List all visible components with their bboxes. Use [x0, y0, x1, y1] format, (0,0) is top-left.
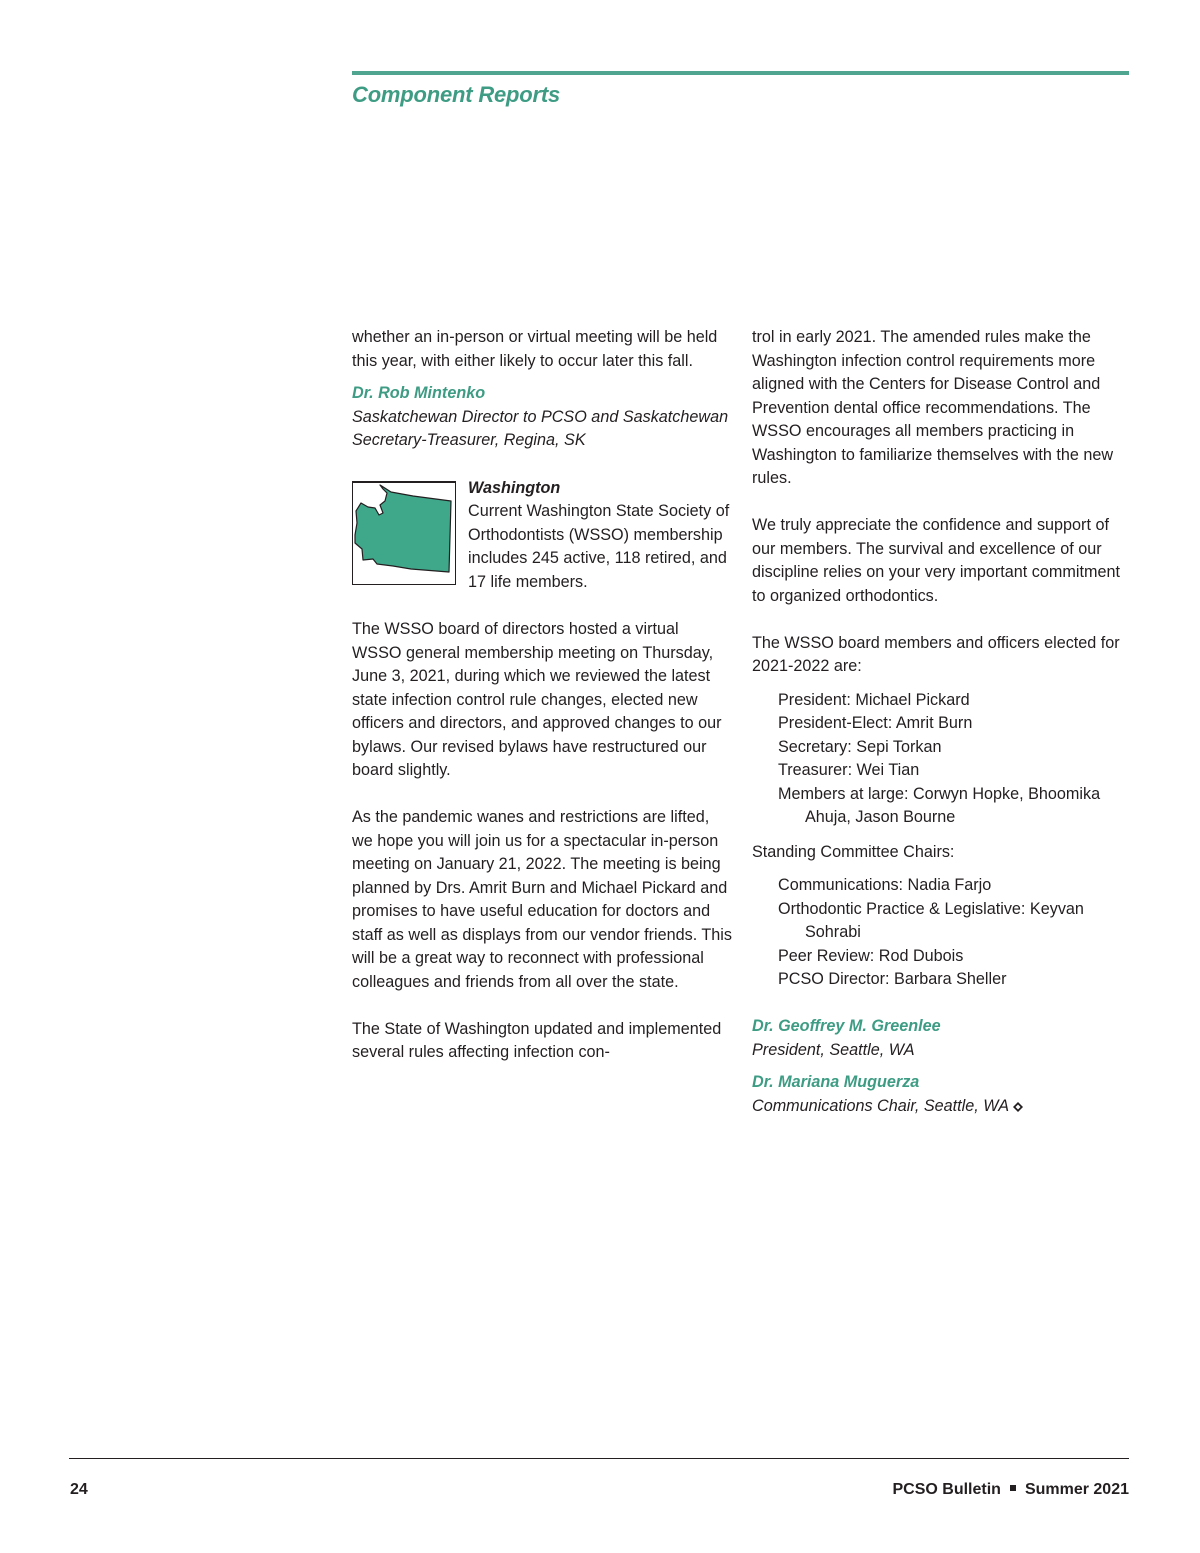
signature-name: Dr. Rob Mintenko	[352, 384, 486, 402]
section-title: Component Reports	[352, 82, 561, 107]
signature-title: Saskatchewan Director to PCSO and Saskatchewan Secretary-Treasurer, Regina, SK	[352, 407, 729, 449]
right-column	[752, 326, 1130, 1118]
top-rule	[352, 71, 1129, 75]
committee-heading: Standing Committee Chairs:	[752, 842, 955, 861]
diamond-end-mark-icon	[1013, 1102, 1023, 1112]
state-name: Washington	[468, 478, 561, 497]
left-column	[352, 326, 732, 1065]
paragraph: trol in early 2021. The amended rules make the Washington infection control requirements more aligned with the Centers for Disease Control and Prevention dental office recommendations. The WSSO encourages all members practicing in Washington to familiarize themselves with the new rules.	[752, 328, 1114, 487]
signature-name: Dr. Geoffrey M. Greenlee	[752, 1017, 941, 1035]
list-item: President: Michael Pickard	[778, 690, 970, 709]
washington-state-map-icon	[352, 481, 456, 585]
page-number: 24	[70, 1481, 88, 1498]
state-text	[468, 477, 734, 595]
paragraph: The WSSO board members and officers elected for 2021-2022 are:	[752, 633, 1120, 675]
list-item: Secretary: Sepi Torkan	[778, 737, 942, 756]
committee-chairs-list	[752, 874, 1130, 992]
state-intro: Current Washington State Society of Orthodontists (WSSO) membership includes 245 active, 118 retired, and 17 life members.	[468, 502, 730, 591]
intro-paragraph: whether an in-person or virtual meeting will be held this year, with either likely to occur later this fall.	[352, 328, 718, 370]
paragraph: We truly appreciate the confidence and support of our members. The survival and excellence of our discipline relies on your very important commitment to organized orthodontics.	[752, 516, 1120, 605]
list-item: Members at large: Corwyn Hopke, Bhoomika Ahuja, Jason Bourne	[778, 784, 1101, 826]
footer-publication	[892, 1481, 1129, 1499]
paragraph: The State of Washington updated and implemented several rules affecting infection con-	[352, 1019, 722, 1061]
signature-name: Dr. Mariana Muguerza	[752, 1073, 920, 1091]
signature-title: President, Seattle, WA	[752, 1040, 915, 1059]
issue-date: Summer 2021	[1024, 1481, 1129, 1498]
publication-name: PCSO Bulletin	[892, 1481, 1001, 1498]
list-item: Orthodontic Practice & Legislative: Keyvan Sohrabi	[778, 899, 1084, 941]
signature-title: Communications Chair, Seattle, WA	[752, 1096, 1010, 1115]
list-item: Treasurer: Wei Tian	[778, 761, 920, 779]
list-item: Communications: Nadia Farjo	[778, 876, 992, 894]
square-bullet-icon	[1010, 1485, 1016, 1491]
footer-rule	[69, 1458, 1129, 1459]
list-item: Peer Review: Rod Dubois	[778, 946, 964, 965]
signature-title-line	[752, 1095, 1130, 1119]
paragraph: The WSSO board of directors hosted a virtual WSSO general membership meeting on Thursday, June 3, 2021, during which we reviewed the latest state infection control rule changes, elected new officers and directors, and approved changes to our bylaws. Our revised bylaws have restructured our board slightly.	[352, 620, 722, 779]
officers-list	[752, 689, 1130, 830]
state-section-washington	[352, 477, 732, 595]
list-item: PCSO Director: Barbara Sheller	[778, 970, 1007, 988]
paragraph: As the pandemic wanes and restrictions are lifted, we hope you will join us for a spectacular in-person meeting on January 21, 2022. The meeting is being planned by Drs. Amrit Burn and Michael Pickard and promises to have useful education for doctors and staff as well as displays from our vendor friends. This will be a great way to reconnect with professional colleagues and friends from all over the state.	[352, 808, 732, 991]
list-item: President-Elect: Amrit Burn	[778, 714, 973, 732]
